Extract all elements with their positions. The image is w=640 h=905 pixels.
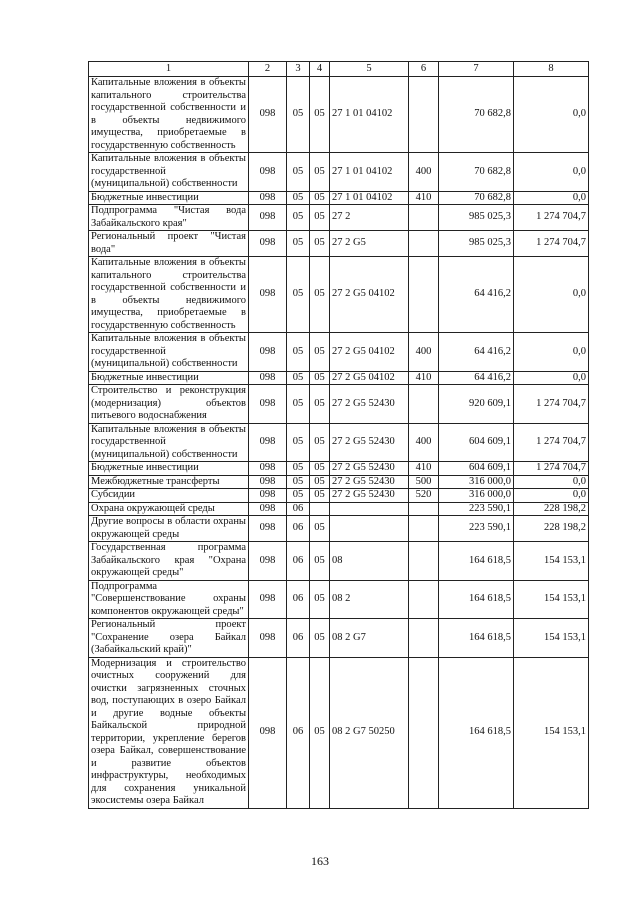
amount-year-2: 154 153,1 xyxy=(514,619,589,658)
target-article-code: 27 2 G5 52430 xyxy=(330,423,409,462)
target-article-code: 27 2 G5 04102 xyxy=(330,257,409,333)
column-header: 7 xyxy=(439,62,514,77)
ministry-code: 098 xyxy=(249,333,287,372)
amount-year-2: 228 198,2 xyxy=(514,502,589,516)
expense-type-code: 410 xyxy=(409,462,439,476)
column-header: 8 xyxy=(514,62,589,77)
table-row xyxy=(89,191,589,205)
ministry-code: 098 xyxy=(249,489,287,503)
target-article-code: 08 2 G7 xyxy=(330,619,409,658)
ministry-code: 098 xyxy=(249,77,287,153)
section-code: 05 xyxy=(287,231,310,257)
amount-year-2: 228 198,2 xyxy=(514,516,589,542)
amount-year-2: 0,0 xyxy=(514,153,589,192)
subsection-code: 05 xyxy=(310,462,330,476)
amount-year-2: 1 274 704,7 xyxy=(514,423,589,462)
target-article-code: 08 xyxy=(330,542,409,581)
amount-year-1: 223 590,1 xyxy=(439,502,514,516)
item-name: Строительство и реконструкция (модернизация) объектов питьевого водоснабжения xyxy=(89,385,249,424)
amount-year-1: 64 416,2 xyxy=(439,257,514,333)
item-name: Охрана окружающей среды xyxy=(89,502,249,516)
item-name: Капитальные вложения в объекты государственной (муниципальной) собственности xyxy=(89,423,249,462)
ministry-code: 098 xyxy=(249,257,287,333)
subsection-code: 05 xyxy=(310,657,330,808)
amount-year-1: 70 682,8 xyxy=(439,153,514,192)
section-code: 05 xyxy=(287,371,310,385)
item-name: Модернизация и строительство очистных сооружений для очистки загрязненных сточных вод, поступающих в озеро Байкал и другие водные объекты Байкальской природной территории, укрепление берегов озера Байкал, совершенствование и развитие объектов инфраструктуры, необходимых для сохранения уникальной экосистемы озера Байкал xyxy=(89,657,249,808)
ministry-code: 098 xyxy=(249,542,287,581)
section-code: 05 xyxy=(287,205,310,231)
subsection-code: 05 xyxy=(310,333,330,372)
section-code: 05 xyxy=(287,191,310,205)
expense-type-code: 400 xyxy=(409,153,439,192)
target-article-code: 08 2 G7 50250 xyxy=(330,657,409,808)
target-article-code: 27 2 G5 xyxy=(330,231,409,257)
section-code: 06 xyxy=(287,502,310,516)
target-article-code xyxy=(330,502,409,516)
amount-year-1: 70 682,8 xyxy=(439,77,514,153)
ministry-code: 098 xyxy=(249,153,287,192)
section-code: 06 xyxy=(287,657,310,808)
subsection-code: 05 xyxy=(310,371,330,385)
item-name: Межбюджетные трансферты xyxy=(89,475,249,489)
target-article-code: 08 2 xyxy=(330,580,409,619)
table-row xyxy=(89,502,589,516)
amount-year-2: 0,0 xyxy=(514,333,589,372)
item-name: Бюджетные инвестиции xyxy=(89,462,249,476)
section-code: 05 xyxy=(287,462,310,476)
subsection-code: 05 xyxy=(310,542,330,581)
expense-type-code: 400 xyxy=(409,333,439,372)
expense-type-code: 400 xyxy=(409,423,439,462)
amount-year-1: 985 025,3 xyxy=(439,205,514,231)
target-article-code: 27 2 G5 52430 xyxy=(330,475,409,489)
column-header: 4 xyxy=(310,62,330,77)
amount-year-1: 64 416,2 xyxy=(439,333,514,372)
table-row xyxy=(89,580,589,619)
table-row xyxy=(89,205,589,231)
table-row xyxy=(89,475,589,489)
ministry-code: 098 xyxy=(249,580,287,619)
expense-type-code xyxy=(409,542,439,581)
item-name: Подпрограмма "Совершенствование охраны компонентов окружающей среды" xyxy=(89,580,249,619)
amount-year-1: 223 590,1 xyxy=(439,516,514,542)
subsection-code: 05 xyxy=(310,385,330,424)
column-header: 6 xyxy=(409,62,439,77)
column-header: 2 xyxy=(249,62,287,77)
subsection-code: 05 xyxy=(310,257,330,333)
table-row xyxy=(89,619,589,658)
table-row xyxy=(89,77,589,153)
target-article-code: 27 2 G5 52430 xyxy=(330,489,409,503)
table-body xyxy=(89,77,589,809)
expense-type-code xyxy=(409,77,439,153)
amount-year-2: 1 274 704,7 xyxy=(514,205,589,231)
expense-type-code: 410 xyxy=(409,371,439,385)
amount-year-1: 164 618,5 xyxy=(439,657,514,808)
amount-year-2: 154 153,1 xyxy=(514,657,589,808)
item-name: Другие вопросы в области охраны окружающей среды xyxy=(89,516,249,542)
amount-year-1: 164 618,5 xyxy=(439,580,514,619)
target-article-code: 27 1 01 04102 xyxy=(330,77,409,153)
amount-year-2: 154 153,1 xyxy=(514,542,589,581)
target-article-code: 27 2 xyxy=(330,205,409,231)
ministry-code: 098 xyxy=(249,462,287,476)
budget-table xyxy=(88,61,589,809)
expense-type-code xyxy=(409,385,439,424)
item-name: Региональный проект "Чистая вода" xyxy=(89,231,249,257)
amount-year-1: 920 609,1 xyxy=(439,385,514,424)
expense-type-code xyxy=(409,257,439,333)
item-name: Субсидии xyxy=(89,489,249,503)
ministry-code: 098 xyxy=(249,231,287,257)
subsection-code: 05 xyxy=(310,619,330,658)
item-name: Государственная программа Забайкальского края "Охрана окружающей среды" xyxy=(89,542,249,581)
amount-year-1: 316 000,0 xyxy=(439,489,514,503)
expense-type-code: 520 xyxy=(409,489,439,503)
subsection-code: 05 xyxy=(310,205,330,231)
target-article-code: 27 2 G5 52430 xyxy=(330,462,409,476)
amount-year-2: 1 274 704,7 xyxy=(514,231,589,257)
ministry-code: 098 xyxy=(249,385,287,424)
ministry-code: 098 xyxy=(249,502,287,516)
expense-type-code xyxy=(409,657,439,808)
item-name: Бюджетные инвестиции xyxy=(89,191,249,205)
amount-year-1: 604 609,1 xyxy=(439,462,514,476)
subsection-code: 05 xyxy=(310,153,330,192)
amount-year-1: 316 000,0 xyxy=(439,475,514,489)
item-name: Бюджетные инвестиции xyxy=(89,371,249,385)
target-article-code: 27 1 01 04102 xyxy=(330,153,409,192)
amount-year-1: 164 618,5 xyxy=(439,619,514,658)
table-row xyxy=(89,657,589,808)
section-code: 05 xyxy=(287,475,310,489)
amount-year-2: 0,0 xyxy=(514,475,589,489)
amount-year-1: 985 025,3 xyxy=(439,231,514,257)
ministry-code: 098 xyxy=(249,619,287,658)
section-code: 05 xyxy=(287,423,310,462)
table-row xyxy=(89,423,589,462)
section-code: 05 xyxy=(287,153,310,192)
table-row xyxy=(89,489,589,503)
target-article-code xyxy=(330,516,409,542)
amount-year-1: 64 416,2 xyxy=(439,371,514,385)
subsection-code: 05 xyxy=(310,191,330,205)
subsection-code: 05 xyxy=(310,475,330,489)
expense-type-code: 500 xyxy=(409,475,439,489)
expense-type-code xyxy=(409,619,439,658)
table-row xyxy=(89,462,589,476)
expense-type-code xyxy=(409,502,439,516)
column-header: 5 xyxy=(330,62,409,77)
item-name: Капитальные вложения в объекты капитального строительства государственной собственности и в объекты недвижимого имущества, приобретаемые в государственную собственность xyxy=(89,257,249,333)
expense-type-code: 410 xyxy=(409,191,439,205)
subsection-code: 05 xyxy=(310,423,330,462)
amount-year-2: 1 274 704,7 xyxy=(514,462,589,476)
amount-year-2: 0,0 xyxy=(514,257,589,333)
item-name: Региональный проект "Сохранение озера Байкал (Забайкальский край)" xyxy=(89,619,249,658)
section-code: 05 xyxy=(287,77,310,153)
subsection-code xyxy=(310,502,330,516)
table-row xyxy=(89,385,589,424)
subsection-code: 05 xyxy=(310,580,330,619)
ministry-code: 098 xyxy=(249,191,287,205)
section-code: 06 xyxy=(287,619,310,658)
item-name: Капитальные вложения в объекты государственной (муниципальной) собственности xyxy=(89,333,249,372)
ministry-code: 098 xyxy=(249,423,287,462)
amount-year-1: 604 609,1 xyxy=(439,423,514,462)
section-code: 06 xyxy=(287,580,310,619)
target-article-code: 27 2 G5 04102 xyxy=(330,371,409,385)
section-code: 05 xyxy=(287,385,310,424)
table-row xyxy=(89,371,589,385)
expense-type-code xyxy=(409,516,439,542)
amount-year-1: 164 618,5 xyxy=(439,542,514,581)
item-name: Капитальные вложения в объекты государственной (муниципальной) собственности xyxy=(89,153,249,192)
table-row xyxy=(89,231,589,257)
section-code: 06 xyxy=(287,542,310,581)
column-header: 1 xyxy=(89,62,249,77)
section-code: 05 xyxy=(287,257,310,333)
table-header-row xyxy=(89,62,589,77)
table-row xyxy=(89,333,589,372)
target-article-code: 27 1 01 04102 xyxy=(330,191,409,205)
table-row xyxy=(89,153,589,192)
amount-year-2: 0,0 xyxy=(514,191,589,205)
amount-year-2: 0,0 xyxy=(514,489,589,503)
expense-type-code xyxy=(409,231,439,257)
target-article-code: 27 2 G5 04102 xyxy=(330,333,409,372)
ministry-code: 098 xyxy=(249,205,287,231)
page-number: 163 xyxy=(311,854,329,868)
subsection-code: 05 xyxy=(310,489,330,503)
section-code: 05 xyxy=(287,333,310,372)
amount-year-2: 0,0 xyxy=(514,371,589,385)
expense-type-code xyxy=(409,580,439,619)
subsection-code: 05 xyxy=(310,516,330,542)
amount-year-2: 0,0 xyxy=(514,77,589,153)
section-code: 05 xyxy=(287,489,310,503)
item-name: Капитальные вложения в объекты капитального строительства государственной собственности и в объекты недвижимого имущества, приобретаемые в государственную собственность xyxy=(89,77,249,153)
ministry-code: 098 xyxy=(249,516,287,542)
target-article-code: 27 2 G5 52430 xyxy=(330,385,409,424)
subsection-code: 05 xyxy=(310,77,330,153)
item-name: Подпрограмма "Чистая вода Забайкальского края" xyxy=(89,205,249,231)
table-row xyxy=(89,257,589,333)
ministry-code: 098 xyxy=(249,475,287,489)
expense-type-code xyxy=(409,205,439,231)
table-row xyxy=(89,542,589,581)
amount-year-2: 154 153,1 xyxy=(514,580,589,619)
ministry-code: 098 xyxy=(249,371,287,385)
amount-year-2: 1 274 704,7 xyxy=(514,385,589,424)
ministry-code: 098 xyxy=(249,657,287,808)
amount-year-1: 70 682,8 xyxy=(439,191,514,205)
section-code: 06 xyxy=(287,516,310,542)
table-row xyxy=(89,516,589,542)
subsection-code: 05 xyxy=(310,231,330,257)
column-header: 3 xyxy=(287,62,310,77)
